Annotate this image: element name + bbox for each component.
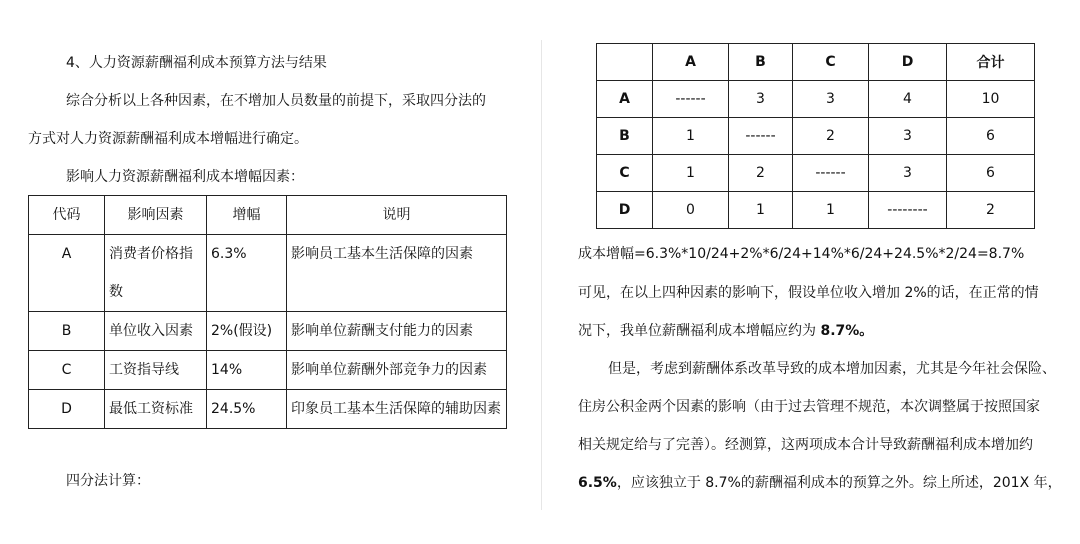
table-row <box>597 192 1035 229</box>
cost-formula: 成本增幅=6.3%*10/24+2%*6/24+14%*6/24+24.5%*2/24=8.7% <box>578 246 1025 262</box>
cell: 1 <box>653 155 729 192</box>
header-code: 代码 <box>29 196 105 235</box>
row-label: D <box>597 192 653 229</box>
factors-intro: 影响人力资源薪酬福利成本增幅因素： <box>66 169 304 185</box>
cell-factor: 单位收入因素 <box>105 312 207 351</box>
cell-code: D <box>29 390 105 429</box>
table-row <box>29 390 507 429</box>
cell: 2 <box>793 118 869 155</box>
table-row <box>597 155 1035 192</box>
page-divider <box>541 40 542 510</box>
table-header-row <box>29 196 507 235</box>
paragraph-line: 相关规定给与了完善）。经测算，这两项成本合计导致薪酬福利成本增加约 <box>578 437 1033 453</box>
paragraph-line: 可见，在以上四种因素的影响下，假设单位收入增加 2%的话，在正常的情 <box>578 285 1039 301</box>
cell-increase: 14% <box>207 351 287 390</box>
paragraph-line <box>578 320 873 340</box>
header-factor: 影响因素 <box>105 196 207 235</box>
header-increase: 增幅 <box>207 196 287 235</box>
quartile-intro: 四分法计算： <box>66 473 150 489</box>
cell: 1 <box>793 192 869 229</box>
section-heading: 4、人力资源薪酬福利成本预算方法与结果 <box>66 55 327 71</box>
cell-increase: 6.3% <box>207 235 287 312</box>
conclusion-value: 8.7%。 <box>820 323 874 339</box>
table-row <box>29 312 507 351</box>
header-corner <box>597 44 653 81</box>
cell-factor: 最低工资标准 <box>105 390 207 429</box>
table-row <box>29 351 507 390</box>
cell-note: 影响单位薪酬支付能力的因素 <box>287 312 507 351</box>
row-label: B <box>597 118 653 155</box>
cell-code: C <box>29 351 105 390</box>
factors-table <box>28 195 507 429</box>
cell-total: 2 <box>947 192 1035 229</box>
cell: 3 <box>869 155 947 192</box>
header-c: C <box>793 44 869 81</box>
table-row <box>597 118 1035 155</box>
cell-total: 10 <box>947 81 1035 118</box>
quartile-table <box>596 43 1035 229</box>
header-d: D <box>869 44 947 81</box>
cell: ------ <box>653 81 729 118</box>
cell: 1 <box>729 192 793 229</box>
cell-total: 6 <box>947 155 1035 192</box>
cell-factor: 消费者价格指数 <box>105 235 207 312</box>
header-b: B <box>729 44 793 81</box>
cell-factor: 工资指导线 <box>105 351 207 390</box>
paragraph-line <box>578 472 1062 492</box>
cell: ------ <box>793 155 869 192</box>
cell: 3 <box>729 81 793 118</box>
table-row <box>29 235 507 312</box>
paragraph-line: 方式对人力资源薪酬福利成本增幅进行确定。 <box>28 131 308 147</box>
cell-total: 6 <box>947 118 1035 155</box>
table-row <box>597 81 1035 118</box>
cell: 0 <box>653 192 729 229</box>
cell: 3 <box>869 118 947 155</box>
cell-increase: 24.5% <box>207 390 287 429</box>
cell-code: B <box>29 312 105 351</box>
header-a: A <box>653 44 729 81</box>
row-label: A <box>597 81 653 118</box>
paragraph-line: 但是，考虑到薪酬体系改革导致的成本增加因素，尤其是今年社会保险、 <box>608 361 1056 377</box>
table-header-row <box>597 44 1035 81</box>
header-total: 合计 <box>947 44 1035 81</box>
paragraph-text: ，应该独立于 8.7%的薪酬福利成本的预算之外。综上所述，201X 年， <box>616 475 1062 491</box>
conclusion-text: 况下，我单位薪酬福利成本增幅应约为 <box>578 323 821 339</box>
cell-note: 影响员工基本生活保障的因素 <box>287 235 507 312</box>
cell: 2 <box>729 155 793 192</box>
cell: ------ <box>729 118 793 155</box>
cell-note: 影响单位薪酬外部竞争力的因素 <box>287 351 507 390</box>
cell-code: A <box>29 235 105 312</box>
cell-increase: 2%(假设) <box>207 312 287 351</box>
cell: 3 <box>793 81 869 118</box>
cell: -------- <box>869 192 947 229</box>
additional-increase-value: 6.5% <box>578 475 617 491</box>
cell: 1 <box>653 118 729 155</box>
row-label: C <box>597 155 653 192</box>
cell-note: 印象员工基本生活保障的辅助因素 <box>287 390 507 429</box>
header-note: 说明 <box>287 196 507 235</box>
paragraph-line: 住房公积金两个因素的影响（由于过去管理不规范，本次调整属于按照国家 <box>578 399 1040 415</box>
cell: 4 <box>869 81 947 118</box>
paragraph-line: 综合分析以上各种因素，在不增加人员数量的前提下，采取四分法的 <box>66 93 486 109</box>
